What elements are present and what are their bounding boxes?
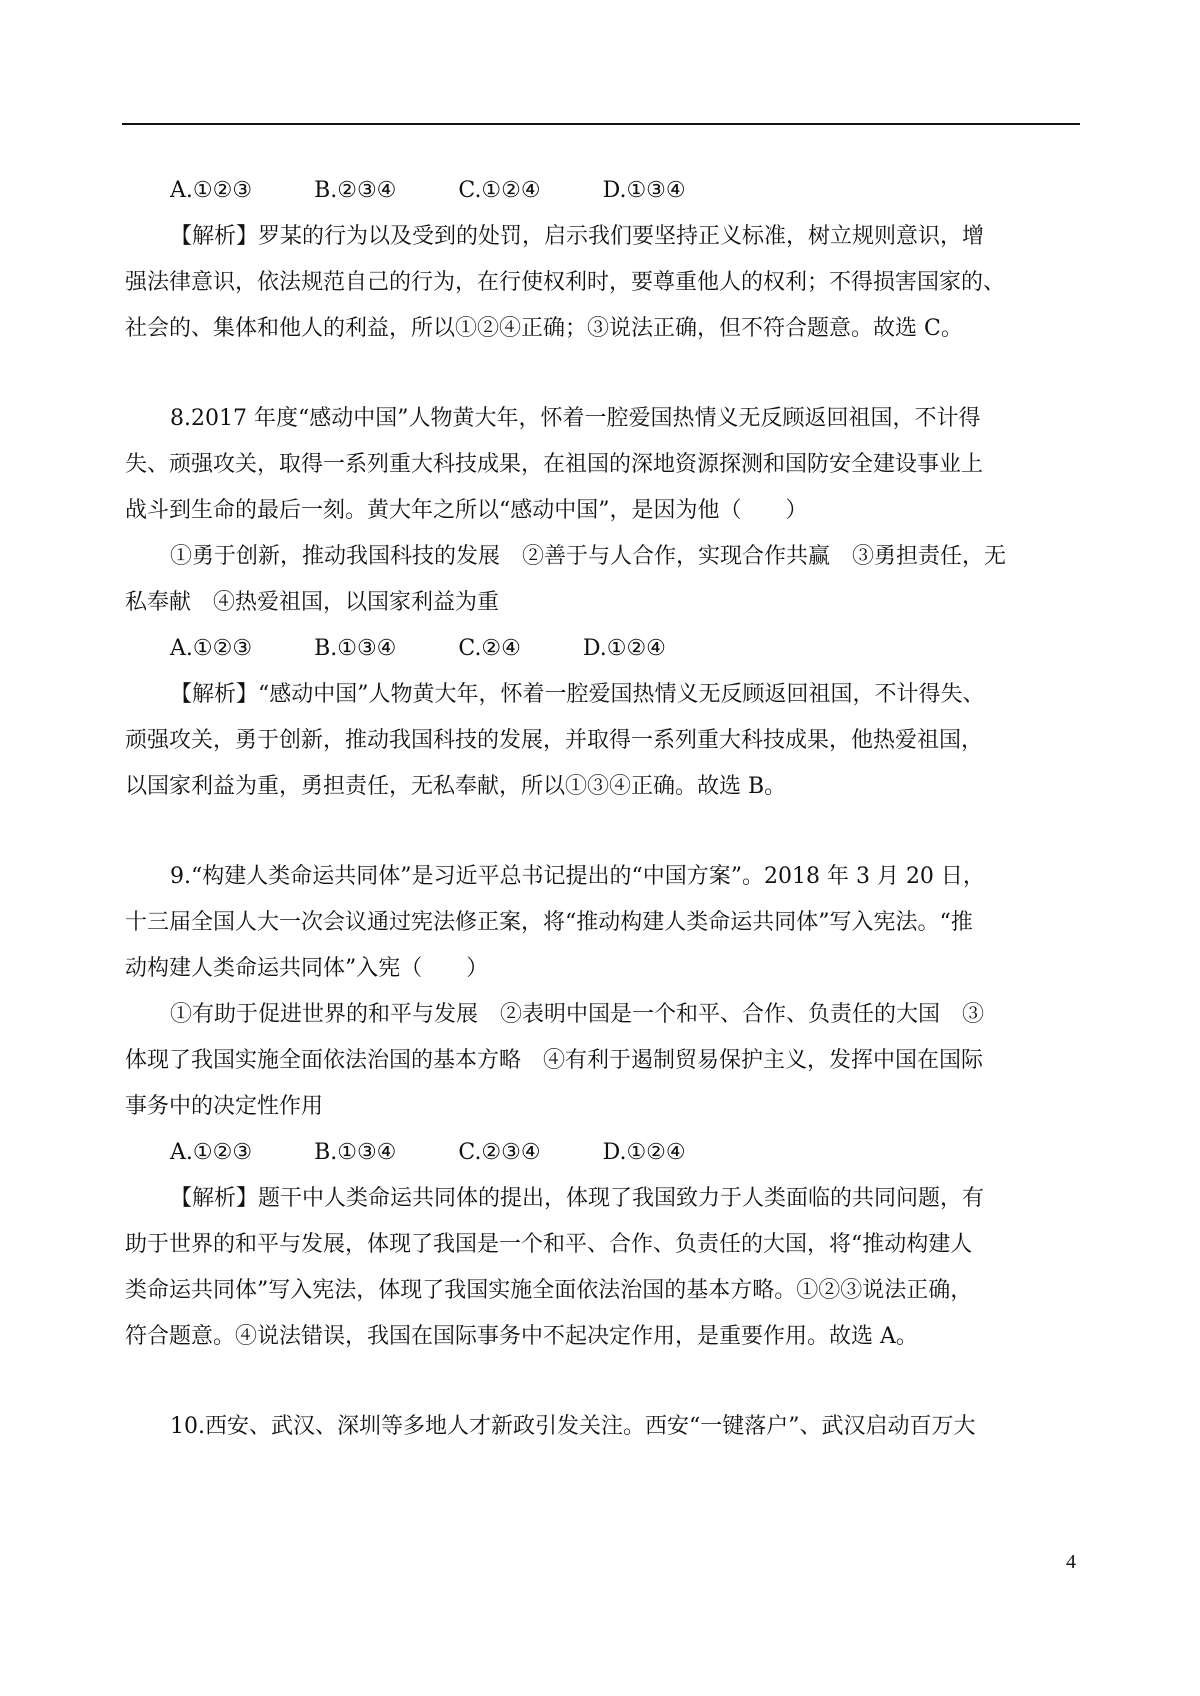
q7-analysis-line: 强法律意识，依法规范自己的行为，在行使权利时，要尊重他人的权利；不得损害国家的、 — [125, 270, 1006, 295]
q9-option-a: A.①②③ — [170, 1140, 253, 1165]
q7-analysis-line: 社会的、集体和他人的利益，所以①②④正确；③说法正确，但不符合题意。故选 C。 — [125, 316, 963, 341]
q8-analysis-line: 以国家利益为重，勇担责任，无私奉献，所以①③④正确。故选 B。 — [125, 774, 787, 799]
q9-analysis-line: 助于世界的和平与发展，体现了我国是一个和平、合作、负责任的大国，将“推动构建人 — [125, 1232, 973, 1257]
q8-statement-line: ①勇于创新，推动我国科技的发展 ②善于与人合作，实现合作共赢 ③勇担责任，无 — [170, 544, 1007, 569]
q8-analysis-line: 【解析】“感动中国”人物黄大年，怀着一腔爱国热情义无反顾返回祖国，不计得失、 — [170, 682, 985, 707]
q7-option-d: D.①③④ — [602, 178, 686, 203]
q9-options — [125, 1130, 1085, 1176]
header-rule — [122, 123, 1080, 125]
q8-stem-line: 失、顽强攻关，取得一系列重大科技成果，在祖国的深地资源探测和国防安全建设事业上 — [125, 452, 984, 477]
q9-statement-line: ①有助于促进世界的和平与发展 ②表明中国是一个和平、合作、负责任的大国 ③ — [170, 1002, 985, 1027]
q8-statement-line: 私奉献 ④热爱祖国，以国家利益为重 — [125, 590, 500, 615]
q9-statement-line: 体现了我国实施全面依法治国的基本方略 ④有利于遏制贸易保护主义，发挥中国在国际 — [125, 1048, 984, 1073]
q9-stem-line: 动构建人类命运共同体”入宪（ ） — [125, 956, 489, 981]
q9-option-d: D.①②④ — [602, 1140, 686, 1165]
q7-option-b: B.②③④ — [314, 178, 397, 203]
q7-options — [125, 168, 1085, 214]
q8-option-c: C.②④ — [458, 636, 521, 661]
q7-analysis-line: 【解析】罗某的行为以及受到的处罚，启示我们要坚持正义标准，树立规则意识，增 — [170, 224, 985, 249]
q8-stem-line: 战斗到生命的最后一刻。黄大年之所以“感动中国”，是因为他（ ） — [125, 498, 808, 523]
q9-stem-line: 十三届全国人大一次会议通过宪法修正案，将“推动构建人类命运共同体”写入宪法。“推 — [125, 910, 973, 935]
q9-analysis-line: 【解析】题干中人类命运共同体的提出，体现了我国致力于人类面临的共同问题，有 — [170, 1186, 985, 1211]
q8-option-a: A.①②③ — [170, 636, 253, 661]
page-content — [125, 168, 1085, 1450]
q8-option-d: D.①②④ — [582, 636, 666, 661]
q7-option-a: A.①②③ — [170, 178, 253, 203]
page-number: 4 — [1066, 1551, 1076, 1573]
q9-analysis-line: 符合题意。④说法错误，我国在国际事务中不起决定作用，是重要作用。故选 A。 — [125, 1324, 918, 1349]
q8-options — [125, 626, 1085, 672]
q8-analysis-line: 顽强攻关，勇于创新，推动我国科技的发展，并取得一系列重大科技成果，他热爱祖国， — [125, 728, 984, 753]
q9-option-c: C.②③④ — [458, 1140, 541, 1165]
q9-analysis-line: 类命运共同体”写入宪法，体现了我国实施全面依法治国的基本方略。①②③说法正确， — [125, 1278, 973, 1303]
q9-option-b: B.①③④ — [314, 1140, 397, 1165]
q9-statement-line: 事务中的决定性作用 — [125, 1094, 324, 1119]
q8-stem-line: 8.2017 年度“感动中国”人物黄大年，怀着一腔爱国热情义无反顾返回祖国，不计得 — [170, 406, 981, 431]
q8-option-b: B.①③④ — [314, 636, 397, 661]
q10-stem-line: 10.西安、武汉、深圳等多地人才新政引发关注。西安“一键落户”、武汉启动百万大 — [170, 1414, 976, 1439]
q7-option-c: C.①②④ — [458, 178, 541, 203]
q9-stem-line: 9.“构建人类命运共同体”是习近平总书记提出的“中国方案”。2018 年 3 月 20 日， — [170, 864, 985, 889]
